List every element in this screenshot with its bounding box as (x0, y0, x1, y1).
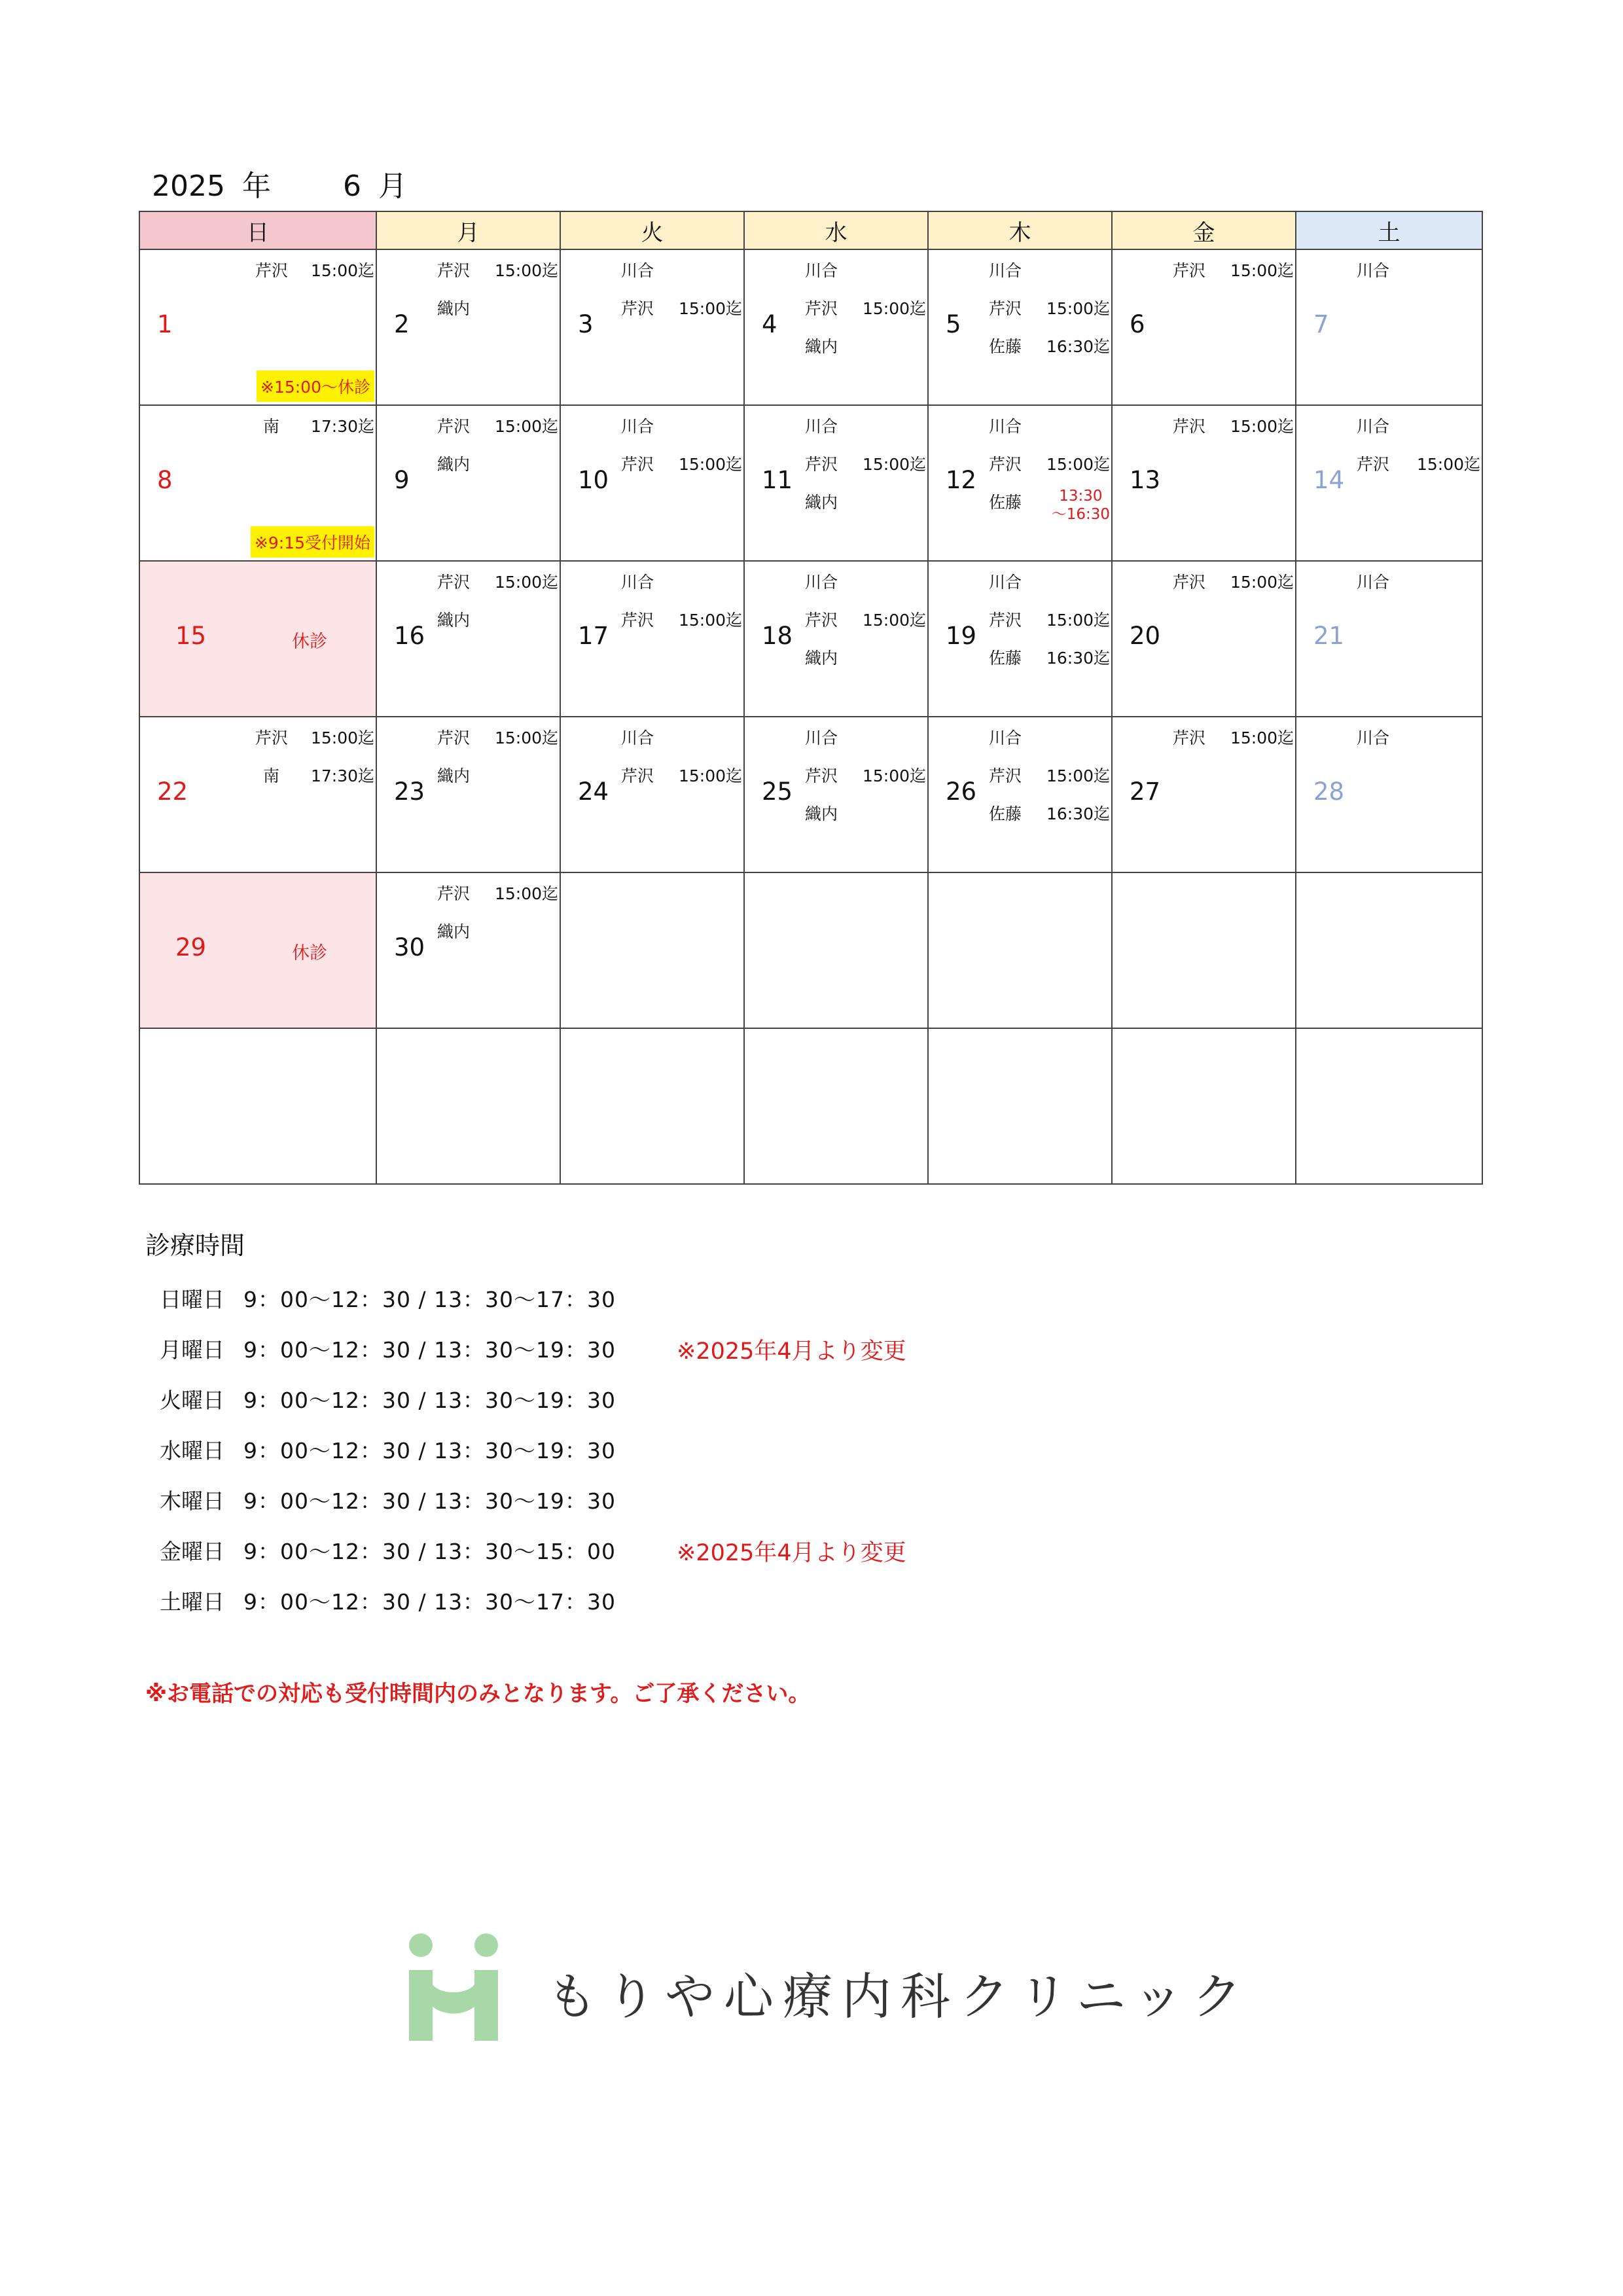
day-number: 16 (394, 622, 425, 650)
doctor-entry (561, 607, 743, 645)
calendar-day-cell (560, 872, 744, 1028)
doctor-entry (745, 645, 927, 683)
calendar-year-unit: 年 (241, 170, 271, 203)
doctor-name: 佐藤 (989, 649, 1022, 668)
doctor-name: 芹沢 (805, 455, 838, 474)
doctor-schedule (745, 725, 927, 839)
calendar-day-cell (376, 1028, 560, 1184)
doctor-schedule (929, 725, 1111, 839)
hours-day: 木曜日 (160, 1488, 224, 1514)
doctor-entry (929, 645, 1111, 683)
doctor-until-time: 16:30迄 (1046, 804, 1110, 823)
doctor-schedule (377, 569, 560, 645)
doctor-entry (745, 569, 927, 607)
doctor-entry (1296, 725, 1482, 763)
calendar-day-cell (1112, 717, 1296, 872)
calendar-day-cell (1112, 1028, 1296, 1184)
doctor-entry (561, 725, 743, 763)
doctor-name: 佐藤 (989, 493, 1022, 512)
doctor-name: 織内 (437, 299, 471, 318)
doctor-until-time: 15:00迄 (1230, 573, 1294, 592)
doctor-entry (929, 452, 1111, 490)
day-number: 21 (1313, 622, 1345, 650)
day-number: 28 (1313, 778, 1345, 806)
calendar-day-cell (1296, 872, 1482, 1028)
hours-time: 9：00～12：30 / 13：30～19：30 (243, 1488, 616, 1514)
day-number: 4 (762, 310, 777, 338)
calendar-day-cell (376, 561, 560, 717)
clinic-name: もりや心療内科クリニック (547, 1967, 1251, 2026)
doctor-until-time: 15:00迄 (1046, 611, 1110, 630)
hours-time: 9：00～12：30 / 13：30～19：30 (243, 1388, 616, 1413)
doctor-schedule (140, 258, 376, 296)
doctor-entry (377, 607, 560, 645)
doctor-entry (140, 258, 376, 296)
doctor-entry (561, 452, 743, 490)
calendar-week-row (139, 561, 1482, 717)
hours-time: 9：00～12：30 / 13：30～19：30 (243, 1438, 616, 1463)
doctor-until-time: 15:00迄 (678, 455, 742, 474)
day-number: 12 (946, 466, 977, 494)
doctor-until-time: 17:30迄 (310, 417, 374, 436)
doctor-name: 織内 (437, 611, 471, 630)
day-notice: ※15:00～休診 (257, 370, 374, 402)
calendar-day-cell (139, 561, 376, 717)
doctor-name: 芹沢 (989, 766, 1022, 785)
doctor-entry (377, 881, 560, 919)
doctor-schedule (1113, 258, 1295, 296)
doctor-entry (377, 763, 560, 801)
calendar-day-cell (560, 717, 744, 872)
doctor-name: 芹沢 (621, 299, 654, 318)
closed-label: 休診 (292, 943, 327, 963)
calendar-day-cell (139, 872, 376, 1028)
doctor-schedule (377, 725, 560, 801)
doctor-name: 芹沢 (437, 417, 471, 436)
calendar-body (139, 249, 1482, 1184)
doctor-until-time: 15:00迄 (1416, 455, 1480, 474)
doctor-schedule (929, 414, 1111, 528)
doctor-entry (377, 258, 560, 296)
calendar-day-cell (560, 1028, 744, 1184)
doctor-entry (745, 725, 927, 763)
doctor-name: 織内 (805, 649, 838, 668)
doctor-entry (745, 296, 927, 334)
doctor-entry (1113, 258, 1295, 296)
day-number: 6 (1130, 310, 1145, 338)
closed-label: 休診 (292, 632, 327, 652)
calendar-day-cell (139, 405, 376, 561)
doctor-schedule (1296, 569, 1482, 607)
hours-time: 9：00～12：30 / 13：30～17：30 (243, 1589, 616, 1615)
calendar-week-row (139, 872, 1482, 1028)
hours-time: 9：00～12：30 / 13：30～15：00 (243, 1539, 616, 1564)
doctor-name: 川合 (805, 417, 838, 436)
weekday-header: 月 (376, 211, 560, 249)
doctor-schedule (1296, 414, 1482, 490)
calendar-day-cell (376, 249, 560, 405)
doctor-name: 芹沢 (1357, 455, 1390, 474)
doctor-name: 芹沢 (621, 766, 654, 785)
calendar-day-cell (744, 405, 928, 561)
doctor-entry (377, 414, 560, 452)
doctor-name: 芹沢 (437, 728, 471, 747)
calendar-day-cell (376, 717, 560, 872)
hours-change-note: ※2025年4月より変更 (677, 1540, 906, 1566)
doctor-name: 川合 (805, 261, 838, 280)
doctor-special-time (1052, 487, 1110, 524)
doctor-name: 芹沢 (621, 611, 654, 630)
day-number: 27 (1130, 778, 1161, 806)
special-time-end: ～16:30 (1051, 506, 1110, 523)
doctor-entry (929, 490, 1111, 528)
doctor-entry (1296, 452, 1482, 490)
doctor-entry (929, 296, 1111, 334)
doctor-until-time: 17:30迄 (310, 766, 374, 785)
doctor-schedule (1296, 725, 1482, 763)
doctor-schedule (140, 414, 376, 452)
day-notice: ※9:15受付開始 (251, 526, 374, 558)
day-number: 25 (762, 778, 793, 806)
doctor-entry (745, 607, 927, 645)
doctor-entry (377, 452, 560, 490)
doctor-until-time: 15:00迄 (1046, 766, 1110, 785)
doctor-schedule (1296, 258, 1482, 296)
day-number: 8 (157, 466, 173, 494)
doctor-name: 川合 (989, 728, 1022, 747)
doctor-until-time: 15:00迄 (862, 455, 926, 474)
doctor-name: 芹沢 (621, 455, 654, 474)
doctor-until-time: 15:00迄 (1046, 299, 1110, 318)
doctor-schedule (561, 725, 743, 801)
calendar-day-cell (1112, 561, 1296, 717)
doctor-name: 川合 (1357, 728, 1390, 747)
doctor-until-time: 15:00迄 (1230, 728, 1294, 747)
doctor-name: 織内 (805, 493, 838, 512)
doctor-schedule (377, 258, 560, 334)
doctor-entry (745, 490, 927, 528)
doctor-entry (1113, 725, 1295, 763)
doctor-name: 川合 (989, 417, 1022, 436)
doctor-until-time: 15:00迄 (678, 299, 742, 318)
calendar-day-cell (1296, 717, 1482, 872)
doctor-entry (377, 919, 560, 957)
calendar-year: 2025 (152, 170, 225, 203)
day-number: 5 (946, 310, 961, 338)
day-number: 23 (394, 778, 425, 806)
calendar-day-cell (139, 1028, 376, 1184)
doctor-entry (561, 258, 743, 296)
clinic-logo-mark-icon (404, 1931, 503, 2042)
hours-day: 日曜日 (160, 1287, 224, 1312)
doctor-entry (561, 569, 743, 607)
calendar-day-cell (560, 561, 744, 717)
doctor-schedule (1113, 725, 1295, 763)
calendar-day-cell (1296, 561, 1482, 717)
calendar-day-cell (744, 872, 928, 1028)
day-number: 18 (762, 622, 793, 650)
day-number: 11 (762, 466, 793, 494)
doctor-name: 芹沢 (1173, 261, 1206, 280)
doctor-until-time: 16:30迄 (1046, 649, 1110, 668)
calendar-day-cell (139, 717, 376, 872)
doctor-entry (140, 763, 376, 801)
calendar-day-cell (744, 717, 928, 872)
doctor-entry (745, 763, 927, 801)
doctor-entry (929, 801, 1111, 839)
doctor-entry (1296, 414, 1482, 452)
day-number: 1 (157, 310, 173, 338)
doctor-until-time: 15:00迄 (678, 766, 742, 785)
doctor-entry (929, 725, 1111, 763)
doctor-schedule (745, 258, 927, 372)
doctor-name: 南 (263, 766, 280, 785)
weekday-header: 火 (560, 211, 744, 249)
calendar-day-cell (928, 405, 1112, 561)
doctor-schedule (745, 414, 927, 528)
doctor-schedule (377, 414, 560, 490)
day-number: 2 (394, 310, 410, 338)
calendar-month-unit: 月 (378, 170, 407, 203)
calendar-day-cell (928, 1028, 1112, 1184)
doctor-name: 川合 (805, 573, 838, 592)
doctor-until-time: 15:00迄 (494, 728, 558, 747)
day-number: 17 (578, 622, 609, 650)
doctor-name: 佐藤 (989, 804, 1022, 823)
doctor-until-time: 15:00迄 (494, 261, 558, 280)
doctor-entry (377, 569, 560, 607)
clinic-logo (404, 1931, 1251, 2042)
doctor-entry (377, 296, 560, 334)
calendar-day-cell (744, 249, 928, 405)
doctor-name: 芹沢 (437, 573, 471, 592)
doctor-name: 川合 (621, 417, 654, 436)
doctor-until-time: 15:00迄 (1230, 417, 1294, 436)
calendar-week-row (139, 717, 1482, 872)
hours-time: 9：00～12：30 / 13：30～19：30 (243, 1337, 616, 1363)
doctor-until-time: 15:00迄 (862, 766, 926, 785)
doctor-entry (140, 725, 376, 763)
doctor-schedule (1113, 569, 1295, 607)
calendar-day-cell (1296, 405, 1482, 561)
day-number: 10 (578, 466, 609, 494)
calendar-day-cell (744, 1028, 928, 1184)
doctor-entry (745, 258, 927, 296)
doctor-until-time: 15:00迄 (310, 728, 374, 747)
calendar-day-cell (1112, 405, 1296, 561)
day-number: 24 (578, 778, 609, 806)
doctor-until-time: 15:00迄 (310, 261, 374, 280)
doctor-name: 川合 (805, 728, 838, 747)
doctor-until-time: 15:00迄 (494, 573, 558, 592)
doctor-entry (561, 414, 743, 452)
doctor-entry (1113, 569, 1295, 607)
doctor-entry (1113, 414, 1295, 452)
hours-day: 土曜日 (160, 1589, 224, 1615)
doctor-entry (929, 258, 1111, 296)
hours-day: 月曜日 (160, 1337, 224, 1363)
doctor-entry (1296, 258, 1482, 296)
weekday-header: 日 (139, 211, 376, 249)
hours-change-note: ※2025年4月より変更 (677, 1338, 906, 1365)
doctor-name: 川合 (621, 261, 654, 280)
doctor-name: 川合 (621, 573, 654, 592)
calendar-table (139, 211, 1483, 1185)
doctor-name: 芹沢 (989, 455, 1022, 474)
doctor-schedule (929, 258, 1111, 372)
weekday-header: 水 (744, 211, 928, 249)
calendar-day-cell (560, 249, 744, 405)
calendar-weekday-row (139, 211, 1482, 249)
doctor-name: 芹沢 (805, 611, 838, 630)
weekday-header: 木 (928, 211, 1112, 249)
calendar-day-cell (1112, 872, 1296, 1028)
doctor-entry (929, 763, 1111, 801)
doctor-until-time: 15:00迄 (494, 884, 558, 903)
day-number: 30 (394, 933, 425, 961)
day-number: 13 (1130, 466, 1161, 494)
doctor-schedule (140, 725, 376, 801)
doctor-schedule (745, 569, 927, 683)
doctor-until-time: 15:00迄 (494, 417, 558, 436)
calendar-week-row (139, 249, 1482, 405)
doctor-name: 芹沢 (255, 728, 289, 747)
day-number: 20 (1130, 622, 1161, 650)
doctor-name: 芹沢 (437, 261, 471, 280)
doctor-name: 川合 (1357, 417, 1390, 436)
day-number: 22 (157, 778, 188, 806)
doctor-until-time: 15:00迄 (862, 299, 926, 318)
weekday-header: 土 (1296, 211, 1482, 249)
doctor-schedule (1113, 414, 1295, 452)
special-time-start: 13:30 (1059, 488, 1103, 505)
doctor-name: 芹沢 (989, 611, 1022, 630)
doctor-name: 芹沢 (1173, 417, 1206, 436)
day-number: 9 (394, 466, 410, 494)
calendar-day-cell (1296, 249, 1482, 405)
doctor-name: 織内 (437, 455, 471, 474)
doctor-entry (1296, 569, 1482, 607)
calendar-day-cell (1112, 249, 1296, 405)
calendar-day-cell (928, 872, 1112, 1028)
calendar-week-row (139, 1028, 1482, 1184)
doctor-until-time: 15:00迄 (678, 611, 742, 630)
hours-day: 金曜日 (160, 1539, 224, 1564)
doctor-schedule (561, 258, 743, 334)
doctor-entry (929, 569, 1111, 607)
doctor-name: 芹沢 (255, 261, 289, 280)
calendar-heading (152, 162, 407, 204)
doctor-name: 芹沢 (1173, 728, 1206, 747)
doctor-name: 川合 (1357, 573, 1390, 592)
doctor-until-time: 15:00迄 (1230, 261, 1294, 280)
calendar-week-row (139, 405, 1482, 561)
doctor-name: 川合 (989, 261, 1022, 280)
doctor-name: 織内 (437, 922, 471, 941)
doctor-entry (745, 801, 927, 839)
calendar-day-cell (376, 872, 560, 1028)
doctor-name: 芹沢 (805, 766, 838, 785)
doctor-entry (745, 414, 927, 452)
doctor-entry (561, 763, 743, 801)
calendar-day-cell (928, 717, 1112, 872)
calendar-day-cell (744, 561, 928, 717)
phone-note: ※お電話での対応も受付時間内のみとなります。ご了承ください。 (145, 1681, 811, 1707)
day-number: 19 (946, 622, 977, 650)
doctor-until-time: 15:00迄 (1046, 455, 1110, 474)
doctor-name: 川合 (621, 728, 654, 747)
doctor-name: 川合 (1357, 261, 1390, 280)
doctor-entry (561, 296, 743, 334)
hours-title: 診療時間 (145, 1231, 245, 1260)
hours-day: 水曜日 (160, 1438, 224, 1463)
day-number: 26 (946, 778, 977, 806)
doctor-until-time: 16:30迄 (1046, 337, 1110, 356)
doctor-name: 芹沢 (989, 299, 1022, 318)
calendar-day-cell (139, 249, 376, 405)
doctor-until-time: 15:00迄 (862, 611, 926, 630)
calendar-day-cell (928, 561, 1112, 717)
calendar-day-cell (928, 249, 1112, 405)
calendar-day-cell (1296, 1028, 1482, 1184)
doctor-name: 芹沢 (805, 299, 838, 318)
weekday-header: 金 (1112, 211, 1296, 249)
doctor-schedule (561, 414, 743, 490)
doctor-entry (929, 414, 1111, 452)
doctor-name: 織内 (805, 804, 838, 823)
doctor-entry (140, 414, 376, 452)
hours-time: 9：00～12：30 / 13：30～17：30 (243, 1287, 616, 1312)
doctor-schedule (561, 569, 743, 645)
doctor-entry (745, 452, 927, 490)
calendar-day-cell (560, 405, 744, 561)
doctor-name: 佐藤 (989, 337, 1022, 356)
day-number: 14 (1313, 466, 1345, 494)
doctor-entry (929, 607, 1111, 645)
day-number: 29 (175, 933, 207, 961)
calendar-day-cell (376, 405, 560, 561)
doctor-entry (929, 334, 1111, 372)
doctor-entry (377, 725, 560, 763)
calendar-month: 6 (342, 170, 361, 203)
doctor-name: 織内 (437, 766, 471, 785)
hours-day: 火曜日 (160, 1388, 224, 1413)
day-number: 3 (578, 310, 594, 338)
doctor-name: 川合 (989, 573, 1022, 592)
doctor-name: 芹沢 (1173, 573, 1206, 592)
doctor-name: 織内 (805, 337, 838, 356)
doctor-schedule (929, 569, 1111, 683)
doctor-name: 南 (263, 417, 280, 436)
day-number: 7 (1313, 310, 1329, 338)
day-number: 15 (175, 622, 207, 650)
doctor-name: 芹沢 (437, 884, 471, 903)
doctor-entry (745, 334, 927, 372)
doctor-schedule (377, 881, 560, 957)
